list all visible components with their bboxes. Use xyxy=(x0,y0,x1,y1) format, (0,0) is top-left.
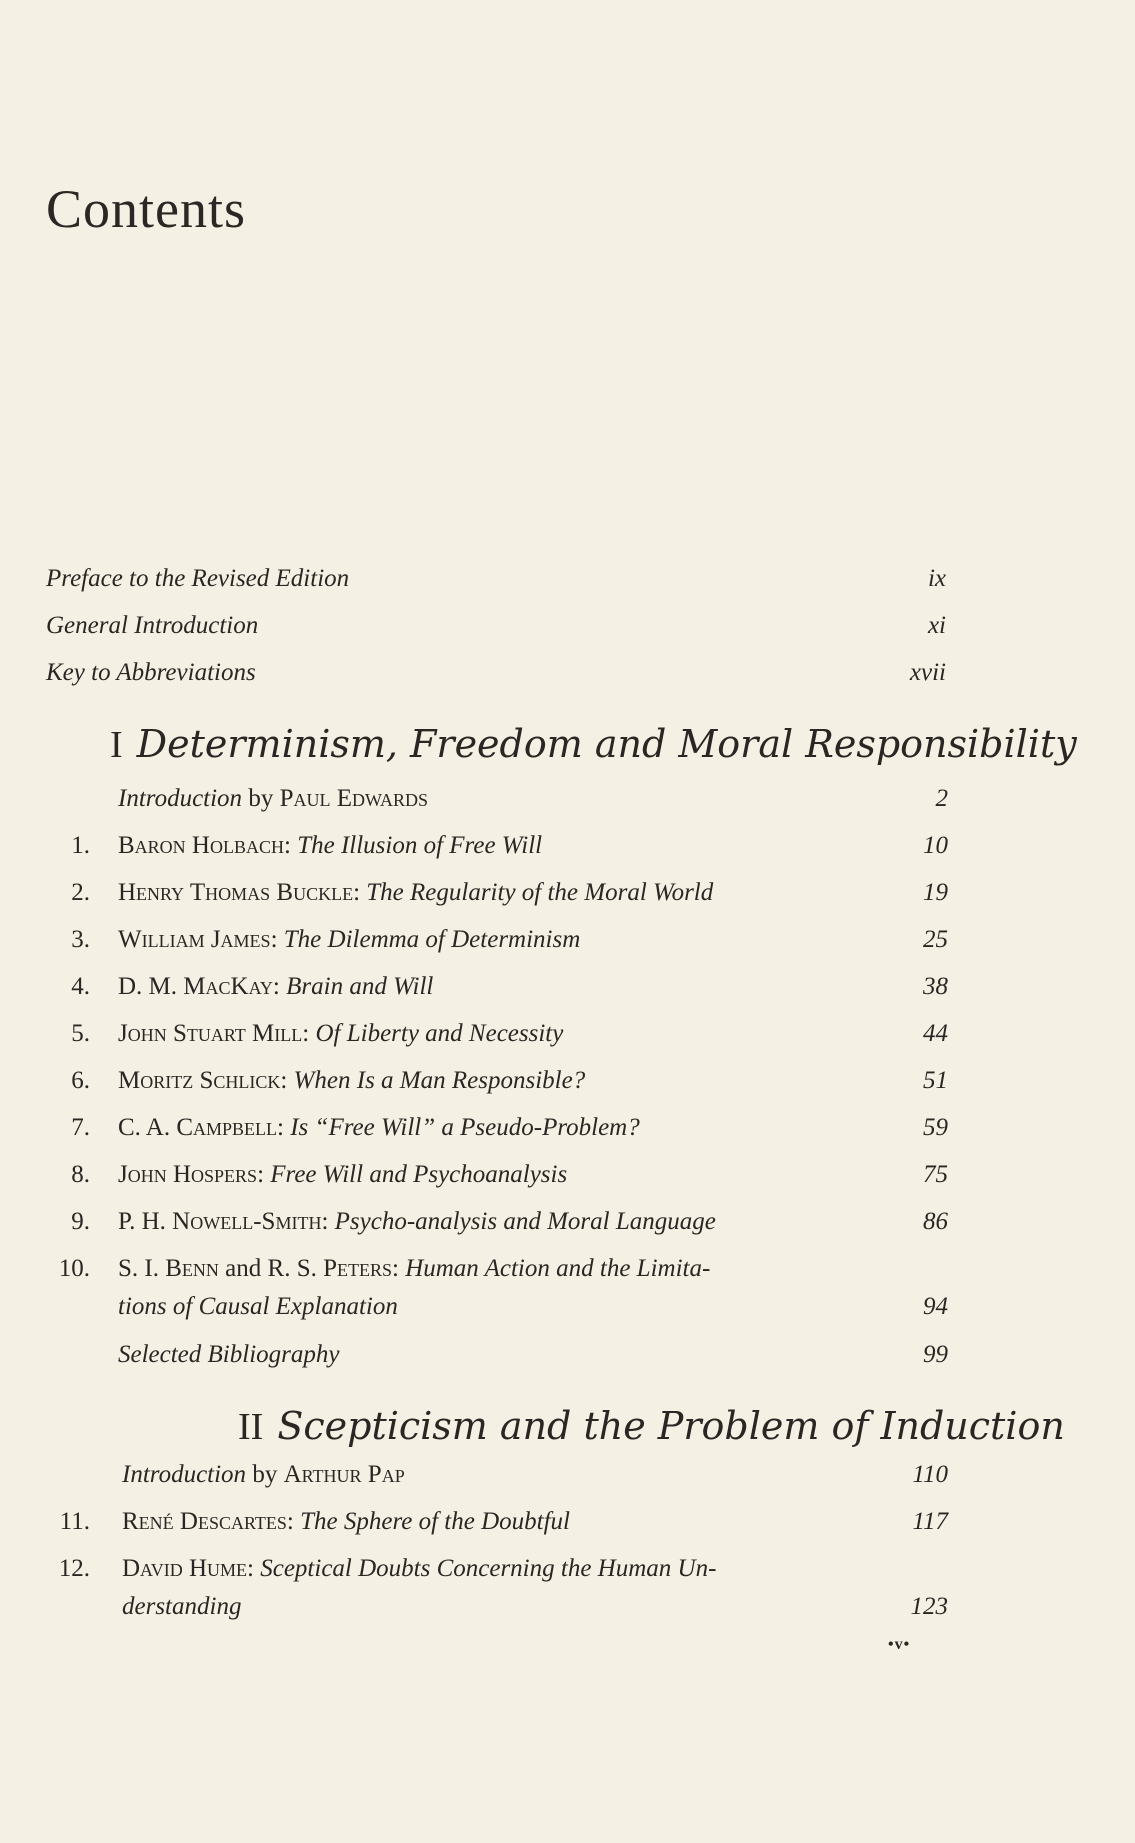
part-numeral: I xyxy=(110,724,123,766)
entry-author: Henry Thomas Buckle xyxy=(118,879,354,906)
entry-work: Is “Free Will” a Pseudo-Problem? xyxy=(290,1114,640,1141)
page-number: 10 xyxy=(923,832,948,859)
entry-number: 3. xyxy=(71,926,90,953)
entry-work: The Regularity of the Moral World xyxy=(366,879,714,906)
entry-author: Baron Holbach xyxy=(118,832,284,859)
entry-separator: : xyxy=(272,973,280,1000)
entry-author: C. A. Campbell xyxy=(118,1114,278,1141)
entry-separator: : xyxy=(277,1114,284,1141)
page-number: 123 xyxy=(910,1593,948,1620)
entry-number: 4. xyxy=(71,973,90,1000)
entry-number: 6. xyxy=(71,1067,90,1094)
intro-label: Introduction xyxy=(122,1461,247,1488)
entry-work: The Sphere of the Doubtful xyxy=(300,1508,570,1535)
entry-number: 7. xyxy=(71,1114,90,1141)
entry-separator: : xyxy=(257,1161,265,1188)
entry-work: The Illusion of Free Will xyxy=(297,832,543,859)
entry-author: D. M. MacKay xyxy=(118,973,273,1000)
part-title: Scepticism and the Problem of Induction xyxy=(277,1404,1065,1448)
toc-entry-key-to-abbreviations[interactable] xyxy=(46,659,946,687)
entry-author: R. S. Peters xyxy=(267,1255,392,1282)
page-number: xi xyxy=(927,612,946,639)
entry-number: 11. xyxy=(59,1508,90,1535)
entry-author: René Descartes xyxy=(122,1508,287,1535)
intro-label: Introduction xyxy=(118,785,243,812)
entry-number: 1. xyxy=(71,832,90,859)
entry-work: Brain and Will xyxy=(286,973,434,1000)
entry-separator: : xyxy=(302,1020,310,1047)
page-title: Contents xyxy=(46,179,247,239)
entry-number: 5. xyxy=(71,1020,90,1047)
entry-author: David Hume xyxy=(122,1555,248,1582)
entry-label: Key to Abbreviations xyxy=(46,659,256,686)
entry-work: The Dilemma of Determinism xyxy=(283,926,581,953)
page-number: 25 xyxy=(923,926,948,953)
entry-separator: : xyxy=(270,926,278,953)
part-title: Determinism, Freedom and Moral Responsibility xyxy=(136,722,1077,766)
page-number: 117 xyxy=(912,1508,948,1535)
entry-separator: : xyxy=(284,832,291,859)
intro-author: Arthur Pap xyxy=(283,1461,405,1488)
entry-separator: : xyxy=(286,1508,294,1535)
entry-conjunction: and xyxy=(225,1255,262,1282)
toc-entry-general-introduction[interactable] xyxy=(46,612,946,640)
entry-separator: : xyxy=(280,1067,288,1094)
toc-entry-10[interactable] xyxy=(46,1250,948,1330)
entry-number: 2. xyxy=(71,879,90,906)
entry-separator: : xyxy=(353,879,361,906)
entry-number: 8. xyxy=(71,1161,90,1188)
entry-work: Of Liberty and Necessity xyxy=(315,1020,564,1047)
entry-author: P. H. Nowell-Smith xyxy=(118,1208,322,1235)
page-number: 110 xyxy=(912,1461,948,1488)
entry-author: William James xyxy=(118,926,271,953)
toc-entry-preface[interactable] xyxy=(46,565,946,593)
entry-author: Moritz Schlick xyxy=(118,1067,281,1094)
intro-author: Paul Edwards xyxy=(279,785,428,812)
page-folio: •v• xyxy=(888,1636,911,1653)
entry-work: Free Will and Psychoanalysis xyxy=(270,1161,568,1188)
page-number: 19 xyxy=(923,879,948,906)
entry-author: John Stuart Mill xyxy=(118,1020,303,1047)
page-number: 75 xyxy=(923,1161,948,1188)
entry-work: Psycho-analysis and Moral Language xyxy=(334,1208,716,1235)
page-number: 44 xyxy=(923,1020,948,1047)
entry-separator: : xyxy=(247,1555,254,1582)
toc-entry-12[interactable] xyxy=(46,1550,948,1630)
entry-label: Preface to the Revised Edition xyxy=(46,565,350,592)
entry-work-line-2: tions of Causal Explanation xyxy=(118,1293,398,1320)
page-number: 86 xyxy=(923,1208,948,1235)
page-number: 94 xyxy=(923,1293,948,1320)
entry-label: Selected Bibliography xyxy=(118,1341,340,1368)
page-number: 99 xyxy=(923,1341,948,1368)
entry-separator: : xyxy=(392,1255,399,1282)
page-number: 51 xyxy=(923,1067,948,1094)
page-number: xvii xyxy=(909,659,946,686)
entry-number: 10. xyxy=(58,1255,90,1282)
entry-number: 9. xyxy=(71,1208,90,1235)
entry-work-line-2: derstanding xyxy=(122,1593,242,1620)
part-heading-i xyxy=(110,722,1077,767)
entry-label: General Introduction xyxy=(46,612,259,639)
page-number: 59 xyxy=(923,1114,948,1141)
intro-by: by xyxy=(248,785,274,812)
part-numeral: II xyxy=(238,1406,264,1448)
entry-separator: : xyxy=(321,1208,329,1235)
entry-work-line-1: Sceptical Doubts Concerning the Human Un- xyxy=(260,1555,717,1582)
page-number: ix xyxy=(927,565,946,592)
entry-author: John Hospers xyxy=(118,1161,258,1188)
part-heading-ii xyxy=(238,1404,1065,1449)
intro-by: by xyxy=(252,1461,278,1488)
entry-number: 12. xyxy=(58,1555,90,1582)
entry-author: S. I. Benn xyxy=(118,1255,219,1282)
entry-work: When Is a Man Responsible? xyxy=(293,1067,586,1094)
entry-work-line-1: Human Action and the Limita- xyxy=(405,1255,711,1282)
page-number: 2 xyxy=(935,785,948,812)
page-number: 38 xyxy=(923,973,948,1000)
